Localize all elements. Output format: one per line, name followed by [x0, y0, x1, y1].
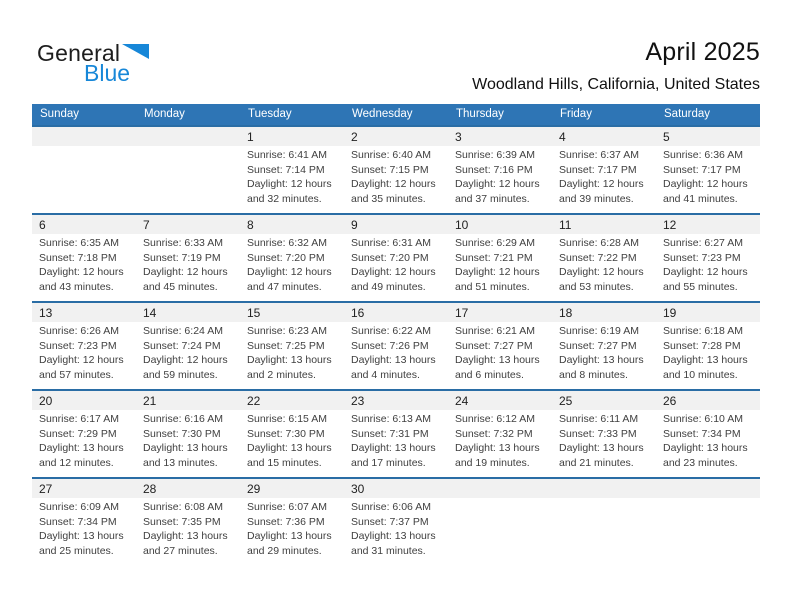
daylight-text: Daylight: 13 hours and 27 minutes. — [143, 530, 228, 557]
day-cell — [344, 391, 448, 477]
day-cell — [32, 479, 136, 565]
sunrise-text: Sunrise: 6:23 AM — [247, 325, 327, 337]
daylight-text: Daylight: 12 hours and 41 minutes. — [663, 178, 748, 205]
sunset-text: Sunset: 7:27 PM — [455, 339, 533, 352]
daylight-text: Daylight: 13 hours and 25 minutes. — [39, 530, 124, 557]
day-cell — [552, 215, 656, 301]
empty-cell — [552, 479, 656, 565]
sunset-text: Sunset: 7:14 PM — [247, 163, 325, 176]
day-cell — [240, 479, 344, 565]
sunrise-text: Sunrise: 6:33 AM — [143, 237, 223, 249]
daylight-text: Daylight: 13 hours and 13 minutes. — [143, 442, 228, 469]
day-cell-body — [344, 322, 448, 382]
day-cell-body — [656, 234, 760, 294]
day-number: 24 — [448, 391, 552, 410]
day-number — [552, 479, 656, 498]
day-number: 25 — [552, 391, 656, 410]
day-cell-body — [344, 498, 448, 558]
calendar-table — [32, 104, 760, 565]
day-cell-body — [136, 410, 240, 470]
week-row — [32, 301, 760, 389]
sunrise-text: Sunrise: 6:22 AM — [351, 325, 431, 337]
sunrise-text: Sunrise: 6:10 AM — [663, 413, 743, 425]
daylight-text: Daylight: 12 hours and 57 minutes. — [39, 354, 124, 381]
day-number: 8 — [240, 215, 344, 234]
daylight-text: Daylight: 12 hours and 55 minutes. — [663, 266, 748, 293]
sunrise-text: Sunrise: 6:36 AM — [663, 149, 743, 161]
day-cell-body — [32, 234, 136, 294]
day-cell-body — [656, 498, 760, 500]
day-cell — [656, 303, 760, 389]
daylight-text: Daylight: 13 hours and 2 minutes. — [247, 354, 332, 381]
day-number: 17 — [448, 303, 552, 322]
sunrise-text: Sunrise: 6:41 AM — [247, 149, 327, 161]
sunrise-text: Sunrise: 6:09 AM — [39, 501, 119, 513]
weekday-header: Thursday — [456, 108, 504, 120]
sunset-text: Sunset: 7:29 PM — [39, 427, 117, 440]
sunset-text: Sunset: 7:35 PM — [143, 515, 221, 528]
sunrise-text: Sunrise: 6:29 AM — [455, 237, 535, 249]
day-number: 29 — [240, 479, 344, 498]
daylight-text: Daylight: 13 hours and 21 minutes. — [559, 442, 644, 469]
day-cell — [32, 215, 136, 301]
sunrise-text: Sunrise: 6:28 AM — [559, 237, 639, 249]
sunset-text: Sunset: 7:34 PM — [39, 515, 117, 528]
sunrise-text: Sunrise: 6:06 AM — [351, 501, 431, 513]
sunrise-text: Sunrise: 6:27 AM — [663, 237, 743, 249]
daylight-text: Daylight: 12 hours and 32 minutes. — [247, 178, 332, 205]
daylight-text: Daylight: 12 hours and 59 minutes. — [143, 354, 228, 381]
day-cell — [136, 391, 240, 477]
weekday-header: Wednesday — [352, 108, 413, 120]
day-cell — [552, 391, 656, 477]
daylight-text: Daylight: 13 hours and 8 minutes. — [559, 354, 644, 381]
day-cell-body — [136, 322, 240, 382]
day-cell — [32, 303, 136, 389]
sunset-text: Sunset: 7:25 PM — [247, 339, 325, 352]
sunset-text: Sunset: 7:28 PM — [663, 339, 741, 352]
sunset-text: Sunset: 7:30 PM — [247, 427, 325, 440]
sunset-text: Sunset: 7:33 PM — [559, 427, 637, 440]
sunrise-text: Sunrise: 6:11 AM — [559, 413, 639, 425]
day-cell — [448, 303, 552, 389]
day-number — [136, 127, 240, 146]
week-row — [32, 477, 760, 565]
calendar-grid — [32, 125, 760, 565]
weekday-header: Sunday — [40, 108, 80, 120]
daylight-text: Daylight: 12 hours and 51 minutes. — [455, 266, 540, 293]
weekday-header: Monday — [144, 108, 185, 120]
day-cell — [136, 303, 240, 389]
daylight-text: Daylight: 13 hours and 6 minutes. — [455, 354, 540, 381]
daylight-text: Daylight: 13 hours and 4 minutes. — [351, 354, 436, 381]
sunrise-text: Sunrise: 6:07 AM — [247, 501, 327, 513]
day-cell-body — [552, 146, 656, 206]
day-number: 18 — [552, 303, 656, 322]
title-block — [472, 38, 760, 94]
empty-cell — [136, 127, 240, 213]
day-number: 9 — [344, 215, 448, 234]
day-cell-body — [552, 498, 656, 500]
sunset-text: Sunset: 7:34 PM — [663, 427, 741, 440]
day-cell-body — [552, 234, 656, 294]
location-subtitle: Woodland Hills, California, United States — [472, 76, 760, 93]
day-cell-body — [656, 322, 760, 382]
week-row — [32, 389, 760, 477]
daylight-text: Daylight: 12 hours and 47 minutes. — [247, 266, 332, 293]
general-blue-logo — [37, 42, 149, 85]
day-cell-body — [448, 234, 552, 294]
day-number — [32, 127, 136, 146]
sunrise-text: Sunrise: 6:32 AM — [247, 237, 327, 249]
sunrise-text: Sunrise: 6:24 AM — [143, 325, 223, 337]
day-number: 19 — [656, 303, 760, 322]
day-cell — [240, 303, 344, 389]
sunrise-text: Sunrise: 6:19 AM — [559, 325, 639, 337]
day-number: 23 — [344, 391, 448, 410]
day-cell-body — [552, 410, 656, 470]
day-cell — [240, 127, 344, 213]
day-cell — [344, 215, 448, 301]
day-cell-body — [448, 498, 552, 500]
day-cell-body — [240, 498, 344, 558]
sunset-text: Sunset: 7:30 PM — [143, 427, 221, 440]
sunset-text: Sunset: 7:20 PM — [351, 251, 429, 264]
day-number: 7 — [136, 215, 240, 234]
day-number: 13 — [32, 303, 136, 322]
day-cell-body — [448, 322, 552, 382]
daylight-text: Daylight: 13 hours and 29 minutes. — [247, 530, 332, 557]
day-cell-body — [552, 322, 656, 382]
daylight-text: Daylight: 12 hours and 43 minutes. — [39, 266, 124, 293]
day-cell — [656, 127, 760, 213]
day-cell-body — [240, 146, 344, 206]
day-number: 14 — [136, 303, 240, 322]
day-number: 27 — [32, 479, 136, 498]
day-cell-body — [240, 234, 344, 294]
sunrise-text: Sunrise: 6:40 AM — [351, 149, 431, 161]
day-cell-body — [32, 146, 136, 148]
daylight-text: Daylight: 13 hours and 12 minutes. — [39, 442, 124, 469]
empty-cell — [32, 127, 136, 213]
day-number: 10 — [448, 215, 552, 234]
day-cell — [240, 391, 344, 477]
sunset-text: Sunset: 7:32 PM — [455, 427, 533, 440]
day-number — [448, 479, 552, 498]
day-number: 4 — [552, 127, 656, 146]
day-number: 5 — [656, 127, 760, 146]
week-row — [32, 125, 760, 213]
day-cell-body — [448, 410, 552, 470]
sunset-text: Sunset: 7:23 PM — [663, 251, 741, 264]
daylight-text: Daylight: 12 hours and 49 minutes. — [351, 266, 436, 293]
day-cell-body — [136, 146, 240, 148]
sunrise-text: Sunrise: 6:21 AM — [455, 325, 535, 337]
sunrise-text: Sunrise: 6:13 AM — [351, 413, 431, 425]
sunrise-text: Sunrise: 6:35 AM — [39, 237, 119, 249]
day-cell-body — [32, 410, 136, 470]
sunset-text: Sunset: 7:17 PM — [559, 163, 637, 176]
day-cell-body — [656, 410, 760, 470]
day-cell-body — [656, 146, 760, 206]
day-cell — [344, 127, 448, 213]
sunset-text: Sunset: 7:22 PM — [559, 251, 637, 264]
logo-text-general: General — [37, 40, 121, 66]
sunset-text: Sunset: 7:31 PM — [351, 427, 429, 440]
sunrise-text: Sunrise: 6:26 AM — [39, 325, 119, 337]
sunset-text: Sunset: 7:23 PM — [39, 339, 117, 352]
day-number: 26 — [656, 391, 760, 410]
week-row — [32, 213, 760, 301]
day-number: 28 — [136, 479, 240, 498]
day-number: 16 — [344, 303, 448, 322]
day-number: 2 — [344, 127, 448, 146]
sunrise-text: Sunrise: 6:31 AM — [351, 237, 431, 249]
day-cell — [136, 479, 240, 565]
daylight-text: Daylight: 12 hours and 37 minutes. — [455, 178, 540, 205]
logo-text-blue: Blue — [84, 60, 131, 86]
weekday-header: Saturday — [664, 108, 711, 120]
day-cell-body — [448, 146, 552, 206]
day-cell-body — [240, 322, 344, 382]
sunset-text: Sunset: 7:20 PM — [247, 251, 325, 264]
weekday-header: Tuesday — [248, 108, 292, 120]
day-cell — [448, 391, 552, 477]
day-number: 6 — [32, 215, 136, 234]
day-cell-body — [32, 498, 136, 558]
day-cell — [344, 303, 448, 389]
day-cell — [448, 127, 552, 213]
sunset-text: Sunset: 7:17 PM — [663, 163, 741, 176]
sunset-text: Sunset: 7:18 PM — [39, 251, 117, 264]
sunset-text: Sunset: 7:24 PM — [143, 339, 221, 352]
daylight-text: Daylight: 12 hours and 45 minutes. — [143, 266, 228, 293]
empty-cell — [448, 479, 552, 565]
sunrise-text: Sunrise: 6:37 AM — [559, 149, 639, 161]
day-cell — [448, 215, 552, 301]
daylight-text: Daylight: 12 hours and 35 minutes. — [351, 178, 436, 205]
sunrise-text: Sunrise: 6:08 AM — [143, 501, 223, 513]
daylight-text: Daylight: 12 hours and 39 minutes. — [559, 178, 644, 205]
sunset-text: Sunset: 7:19 PM — [143, 251, 221, 264]
sunset-text: Sunset: 7:21 PM — [455, 251, 533, 264]
day-cell — [656, 391, 760, 477]
day-number: 30 — [344, 479, 448, 498]
day-number: 15 — [240, 303, 344, 322]
day-number: 20 — [32, 391, 136, 410]
sunset-text: Sunset: 7:27 PM — [559, 339, 637, 352]
sunrise-text: Sunrise: 6:39 AM — [455, 149, 535, 161]
logo-triangle-icon — [122, 44, 149, 59]
sunrise-text: Sunrise: 6:15 AM — [247, 413, 327, 425]
day-number — [656, 479, 760, 498]
daylight-text: Daylight: 13 hours and 10 minutes. — [663, 354, 748, 381]
day-number: 1 — [240, 127, 344, 146]
sunset-text: Sunset: 7:26 PM — [351, 339, 429, 352]
day-cell — [656, 215, 760, 301]
daylight-text: Daylight: 13 hours and 15 minutes. — [247, 442, 332, 469]
daylight-text: Daylight: 13 hours and 19 minutes. — [455, 442, 540, 469]
day-number: 22 — [240, 391, 344, 410]
day-cell — [552, 127, 656, 213]
day-cell-body — [32, 322, 136, 382]
day-cell-body — [136, 234, 240, 294]
day-number: 11 — [552, 215, 656, 234]
day-cell-body — [344, 234, 448, 294]
sunset-text: Sunset: 7:37 PM — [351, 515, 429, 528]
day-cell — [240, 215, 344, 301]
day-cell — [552, 303, 656, 389]
daylight-text: Daylight: 12 hours and 53 minutes. — [559, 266, 644, 293]
daylight-text: Daylight: 13 hours and 23 minutes. — [663, 442, 748, 469]
sunset-text: Sunset: 7:36 PM — [247, 515, 325, 528]
day-cell-body — [136, 498, 240, 558]
sunrise-text: Sunrise: 6:16 AM — [143, 413, 223, 425]
day-cell — [344, 479, 448, 565]
daylight-text: Daylight: 13 hours and 17 minutes. — [351, 442, 436, 469]
day-number: 3 — [448, 127, 552, 146]
month-title: April 2025 — [645, 38, 760, 66]
day-cell — [32, 391, 136, 477]
sunset-text: Sunset: 7:16 PM — [455, 163, 533, 176]
day-cell-body — [344, 410, 448, 470]
day-cell — [136, 215, 240, 301]
weekday-header: Friday — [560, 108, 592, 120]
sunrise-text: Sunrise: 6:12 AM — [455, 413, 535, 425]
sunrise-text: Sunrise: 6:17 AM — [39, 413, 119, 425]
day-cell-body — [240, 410, 344, 470]
day-number: 21 — [136, 391, 240, 410]
day-cell-body — [344, 146, 448, 206]
weekday-header-row — [32, 104, 760, 125]
day-number: 12 — [656, 215, 760, 234]
empty-cell — [656, 479, 760, 565]
daylight-text: Daylight: 13 hours and 31 minutes. — [351, 530, 436, 557]
sunset-text: Sunset: 7:15 PM — [351, 163, 429, 176]
sunrise-text: Sunrise: 6:18 AM — [663, 325, 743, 337]
